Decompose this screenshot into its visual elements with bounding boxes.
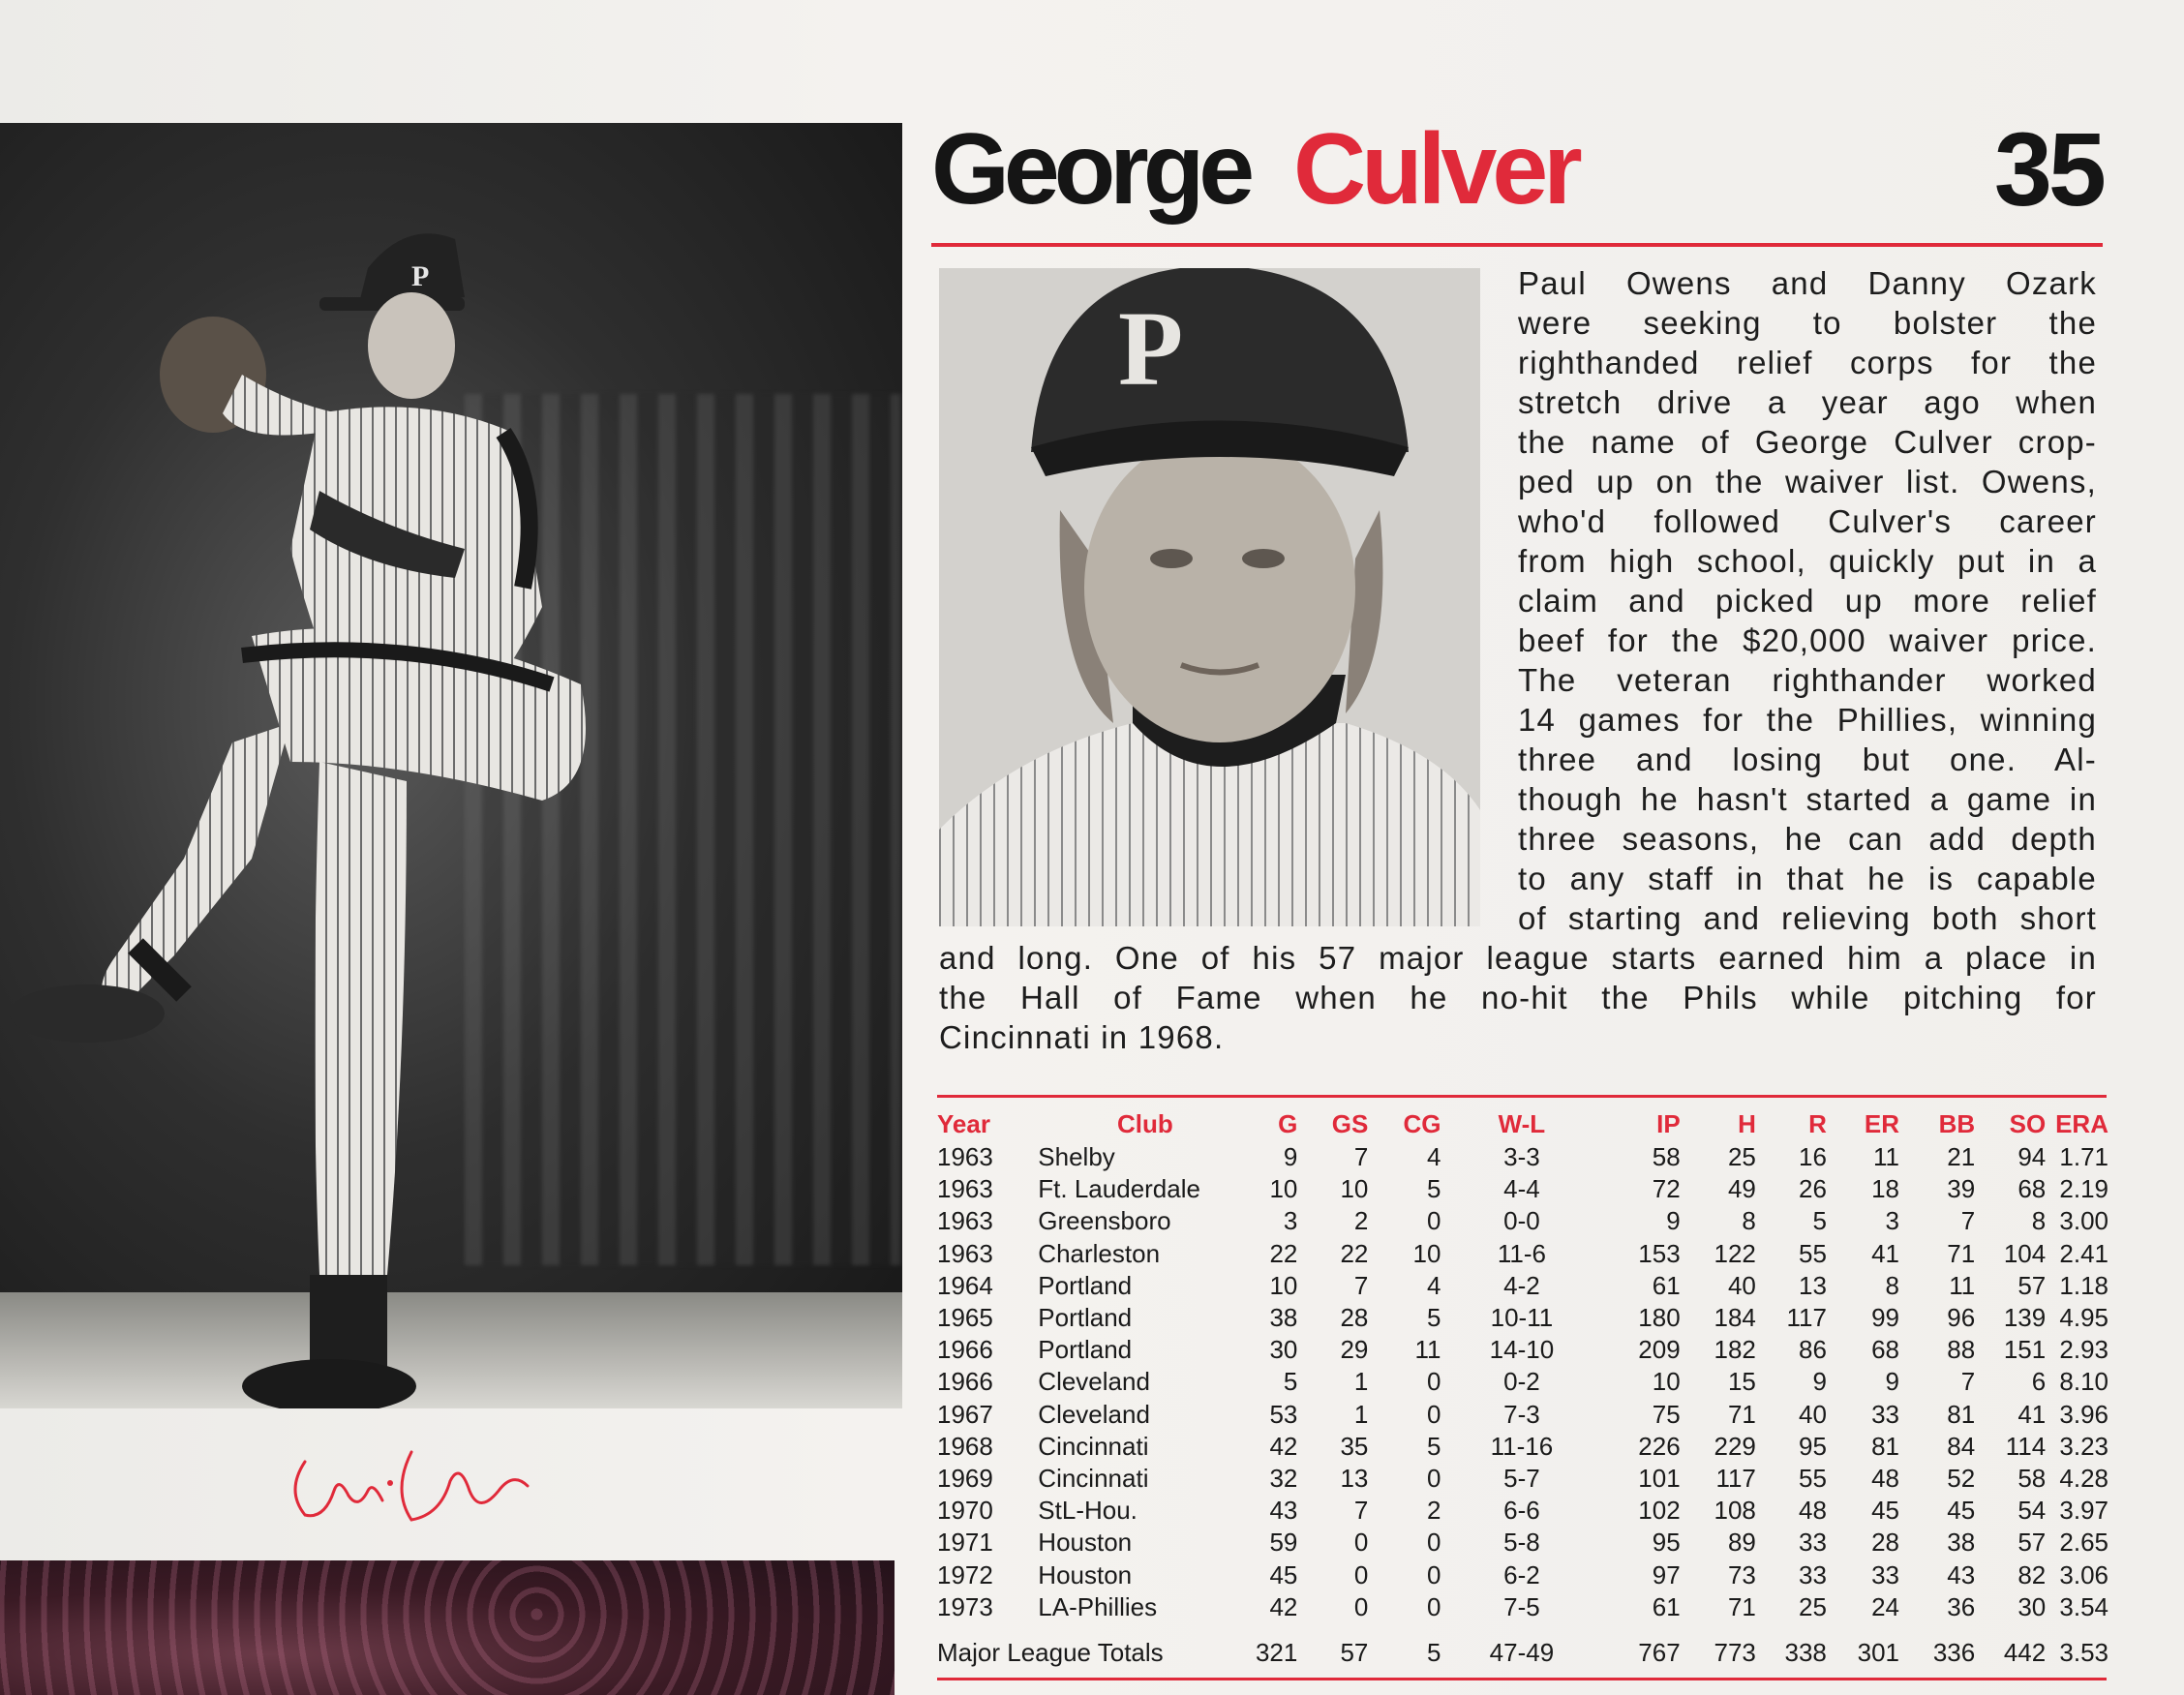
col-header: CG	[1403, 1108, 1441, 1138]
stats-bottom-rule	[937, 1678, 2107, 1680]
stat-cell: 1969	[937, 1463, 993, 1493]
bio-line: the name of George Culver crop-	[1518, 424, 2097, 460]
stat-cell: 7-5	[1503, 1591, 1540, 1621]
stat-cell: 9	[1666, 1206, 1681, 1236]
stat-cell: 108	[1714, 1496, 1756, 1526]
stat-cell: 95	[1652, 1528, 1681, 1558]
stat-cell: 0	[1427, 1206, 1441, 1236]
stat-cell: 33	[1798, 1559, 1827, 1589]
stat-cell: 1972	[937, 1559, 993, 1589]
col-header: Year	[937, 1108, 990, 1138]
stat-cell: 3.00	[2059, 1206, 2108, 1236]
bio-line: were seeking to bolster the	[1518, 305, 2097, 341]
stat-cell: 68	[2017, 1174, 2047, 1204]
pitcher-silhouette	[0, 181, 678, 1408]
stat-cell: 10	[1269, 1270, 1298, 1300]
stat-cell: 2	[1427, 1496, 1441, 1526]
stat-cell: 6-2	[1503, 1559, 1540, 1589]
stat-cell: 1971	[937, 1528, 993, 1558]
stat-cell: 0-2	[1503, 1367, 1540, 1397]
stat-cell: 0	[1427, 1559, 1441, 1589]
stats-top-rule	[937, 1095, 2107, 1098]
stat-cell: 153	[1638, 1238, 1681, 1268]
stat-cell: 7	[1960, 1206, 1976, 1236]
stat-cell: 75	[1652, 1399, 1681, 1429]
table-row	[937, 1141, 2108, 1173]
stat-cell: 14-10	[1489, 1335, 1555, 1365]
stat-cell: 7	[1353, 1142, 1369, 1172]
stat-cell: 10-11	[1490, 1303, 1554, 1333]
stat-cell: 3.06	[2059, 1559, 2108, 1589]
stat-cell: 84	[1947, 1431, 1976, 1461]
table-row	[937, 1238, 2108, 1270]
stat-cell: 4	[1427, 1270, 1441, 1300]
stat-cell: 45	[1871, 1496, 1899, 1526]
stat-cell: 139	[2003, 1303, 2047, 1333]
totals-label: Major League Totals	[937, 1637, 1164, 1667]
stat-cell: 6	[2031, 1367, 2047, 1397]
stat-cell: 24	[1871, 1591, 1899, 1621]
stat-cell: Cincinnati	[1038, 1431, 1149, 1461]
stat-cell: 4.28	[2059, 1463, 2108, 1493]
stat-cell: 104	[2003, 1238, 2047, 1268]
stat-cell: 89	[1727, 1528, 1756, 1558]
col-header: G	[1278, 1108, 1298, 1138]
stat-cell: 48	[1871, 1463, 1899, 1493]
stat-cell: 41	[2017, 1399, 2047, 1429]
col-header: R	[1808, 1108, 1827, 1138]
stat-cell: 3	[1283, 1206, 1298, 1236]
table-row	[937, 1270, 2108, 1302]
stat-cell: 30	[1269, 1335, 1298, 1365]
stat-cell: Cleveland	[1038, 1367, 1150, 1397]
table-row	[937, 1527, 2108, 1559]
stat-cell: 102	[1638, 1496, 1681, 1526]
table-row	[937, 1399, 2108, 1431]
col-header: IP	[1656, 1108, 1681, 1138]
stat-cell: 2.65	[2059, 1528, 2108, 1558]
stat-cell: 1	[1353, 1367, 1369, 1397]
stat-cell: 18	[1871, 1174, 1899, 1204]
stat-cell: 57	[2017, 1528, 2047, 1558]
col-header: BB	[1938, 1108, 1976, 1138]
stat-cell: 68	[1871, 1335, 1899, 1365]
stat-cell: 1970	[937, 1496, 993, 1526]
stat-cell: 25	[1727, 1142, 1756, 1172]
stat-cell: Shelby	[1038, 1142, 1115, 1172]
stat-cell: 117	[1715, 1463, 1756, 1493]
stat-cell: 5	[1427, 1303, 1441, 1333]
stat-cell: 21	[1947, 1142, 1976, 1172]
stat-cell: Charleston	[1038, 1238, 1161, 1268]
bio-line: of starting and relieving both short	[1518, 900, 2097, 936]
stat-cell: 71	[1947, 1238, 1976, 1268]
total-cell: 773	[1714, 1637, 1756, 1667]
stat-cell: 5	[1812, 1206, 1827, 1236]
stat-cell: 29	[1340, 1335, 1369, 1365]
stat-cell: Portland	[1038, 1303, 1133, 1333]
stat-cell: 38	[1269, 1303, 1298, 1333]
total-cell: 321	[1255, 1637, 1298, 1667]
stat-cell: 11-16	[1490, 1431, 1554, 1461]
stat-cell: 25	[1798, 1591, 1827, 1621]
stat-cell: 45	[1947, 1496, 1976, 1526]
stat-cell: 1	[1353, 1399, 1369, 1429]
stat-cell: 209	[1638, 1335, 1681, 1365]
bio-line: three seasons, he can add depth	[1518, 821, 2097, 857]
stat-cell: 99	[1871, 1303, 1899, 1333]
stat-cell: 10	[1340, 1174, 1369, 1204]
bio-line: from high school, quickly put in a	[1518, 543, 2097, 579]
stat-cell: 0	[1427, 1591, 1441, 1621]
bio-line: though he hasn't started a game in	[1518, 781, 2097, 817]
stat-cell: 117	[1786, 1303, 1827, 1333]
bio-line: Cincinnati in 1968.	[939, 1019, 1225, 1055]
col-header: H	[1738, 1108, 1756, 1138]
stat-cell: 53	[1269, 1399, 1298, 1429]
stat-cell: 35	[1340, 1431, 1369, 1461]
col-header: ER	[1864, 1108, 1899, 1138]
stat-cell: 1973	[937, 1591, 993, 1621]
stat-cell: 9	[1812, 1367, 1827, 1397]
stat-cell: 2.41	[2059, 1238, 2108, 1268]
stat-cell: 1963	[937, 1174, 993, 1204]
stat-cell: 151	[2003, 1335, 2047, 1365]
bio-line: who'd followed Culver's career	[1518, 503, 2097, 539]
stat-cell: 1968	[937, 1431, 993, 1461]
stat-cell: 22	[1340, 1238, 1369, 1268]
bio-line: stretch drive a year ago when	[1518, 384, 2097, 420]
col-header: GS	[1331, 1108, 1369, 1138]
total-cell: 5	[1427, 1637, 1441, 1667]
stat-cell: 5-8	[1503, 1528, 1540, 1558]
stat-cell: 41	[1871, 1238, 1899, 1268]
stat-cell: 57	[2017, 1270, 2047, 1300]
stat-cell: 0	[1353, 1528, 1369, 1558]
stat-cell: 3.54	[2059, 1591, 2108, 1621]
stat-cell: 43	[1947, 1559, 1976, 1589]
stat-cell: 40	[1727, 1270, 1756, 1300]
stat-cell: 3	[1885, 1206, 1899, 1236]
stat-cell: 1964	[937, 1270, 993, 1300]
table-row	[937, 1591, 2108, 1623]
stat-cell: 5-7	[1503, 1463, 1540, 1493]
stat-cell: 9	[1885, 1367, 1899, 1397]
table-row	[937, 1463, 2108, 1495]
col-header: W-L	[1498, 1108, 1546, 1138]
stat-cell: 86	[1798, 1335, 1827, 1365]
stat-cell: 49	[1727, 1174, 1756, 1204]
stat-cell: 28	[1871, 1528, 1899, 1558]
player-portrait	[939, 268, 1480, 926]
stat-cell: 101	[1638, 1463, 1681, 1493]
stat-cell: Ft. Lauderdale	[1038, 1174, 1200, 1204]
stat-cell: 82	[2017, 1559, 2047, 1589]
stat-cell: 0	[1353, 1591, 1369, 1621]
stat-cell: 33	[1871, 1559, 1899, 1589]
stat-cell: Cincinnati	[1038, 1463, 1149, 1493]
svg-text:P: P	[1118, 289, 1184, 408]
stat-cell: 4-4	[1503, 1174, 1540, 1204]
stat-cell: 95	[1798, 1431, 1827, 1461]
table-row	[937, 1302, 2108, 1334]
stat-cell: 81	[1871, 1431, 1899, 1461]
stat-cell: 13	[1798, 1270, 1827, 1300]
stat-cell: 1963	[937, 1142, 993, 1172]
stat-cell: 1.18	[2059, 1270, 2108, 1300]
stat-cell: 9	[1283, 1142, 1298, 1172]
stat-cell: 73	[1727, 1559, 1756, 1589]
stat-cell: 8	[2031, 1206, 2047, 1236]
bottom-tinted-photo	[0, 1560, 895, 1695]
stat-cell: Houston	[1038, 1528, 1133, 1558]
stat-cell: 39	[1947, 1174, 1976, 1204]
stat-cell: 114	[2005, 1431, 2047, 1461]
stat-cell: 48	[1798, 1496, 1827, 1526]
stat-cell: 0	[1427, 1463, 1441, 1493]
table-row	[937, 1205, 2108, 1237]
total-cell: 767	[1638, 1637, 1681, 1667]
stat-cell: 5	[1283, 1367, 1298, 1397]
stat-cell: 38	[1947, 1528, 1976, 1558]
stat-cell: 3.96	[2059, 1399, 2108, 1429]
stat-cell: 7	[1353, 1496, 1369, 1526]
table-row	[937, 1559, 2108, 1590]
stat-cell: 4.95	[2059, 1303, 2108, 1333]
stat-cell: 28	[1340, 1303, 1369, 1333]
stat-cell: 55	[1798, 1238, 1827, 1268]
stat-cell: 0-0	[1503, 1206, 1540, 1236]
stat-cell: 1966	[937, 1335, 993, 1365]
total-cell: 442	[2003, 1637, 2047, 1667]
stat-cell: 3.23	[2059, 1431, 2108, 1461]
stat-cell: 11	[1414, 1335, 1441, 1365]
stat-cell: 10	[1412, 1238, 1441, 1268]
bio-line: and long. One of his 57 major league starts earned him a place in	[939, 940, 2097, 976]
stat-cell: 42	[1269, 1431, 1298, 1461]
stat-cell: 26	[1798, 1174, 1827, 1204]
stat-cell: 59	[1269, 1528, 1298, 1558]
stat-cell: 8	[1742, 1206, 1756, 1236]
table-row	[937, 1495, 2108, 1527]
stat-cell: 36	[1947, 1591, 1976, 1621]
uniform-number: 35	[1993, 110, 2103, 227]
stat-cell: StL-Hou.	[1038, 1496, 1138, 1526]
stat-cell: LA-Phillies	[1038, 1591, 1158, 1621]
total-cell: 338	[1784, 1637, 1827, 1667]
stat-cell: 58	[1652, 1142, 1681, 1172]
stat-cell: 4-2	[1503, 1270, 1540, 1300]
stat-cell: 180	[1638, 1303, 1681, 1333]
player-header	[931, 111, 2103, 227]
stat-cell: 42	[1269, 1591, 1298, 1621]
stat-cell: 32	[1269, 1463, 1298, 1493]
stat-cell: 5	[1427, 1174, 1441, 1204]
stat-cell: 61	[1652, 1270, 1681, 1300]
stat-cell: 10	[1652, 1367, 1681, 1397]
stat-cell: 33	[1798, 1528, 1827, 1558]
stat-cell: 71	[1727, 1591, 1756, 1621]
stat-cell: 11	[1949, 1270, 1976, 1300]
stat-cell: 1963	[937, 1206, 993, 1236]
stat-cell: 4	[1427, 1142, 1441, 1172]
player-first-name: George	[931, 113, 1250, 226]
stat-cell: 58	[2017, 1463, 2047, 1493]
stat-cell: 226	[1638, 1431, 1681, 1461]
stat-cell: 94	[2017, 1142, 2047, 1172]
stat-cell: 2.93	[2059, 1335, 2108, 1365]
header-rule	[931, 243, 2103, 247]
stat-cell: Greensboro	[1038, 1206, 1171, 1236]
stat-cell: 10	[1269, 1174, 1298, 1204]
stat-cell: 11	[1873, 1142, 1899, 1172]
stat-cell: 2	[1353, 1206, 1369, 1236]
stat-cell: 16	[1798, 1142, 1827, 1172]
total-cell: 301	[1857, 1637, 1899, 1667]
stat-cell: 30	[2017, 1591, 2047, 1621]
stat-cell: 54	[2017, 1496, 2047, 1526]
stat-cell: 72	[1652, 1174, 1681, 1204]
autograph-signature	[276, 1423, 537, 1529]
stat-cell: 6-6	[1503, 1496, 1540, 1526]
stat-cell: 2.19	[2059, 1174, 2108, 1204]
col-header: Club	[1116, 1108, 1173, 1138]
stat-cell: 71	[1727, 1399, 1756, 1429]
stat-cell: 55	[1798, 1463, 1827, 1493]
bio-line: the Hall of Fame when he no-hit the Phils while pitching for	[939, 980, 2097, 1015]
stat-cell: 1.71	[2059, 1142, 2108, 1172]
stat-cell: 0	[1353, 1559, 1369, 1589]
player-last-name: Culver	[1293, 113, 1578, 226]
stat-cell: 15	[1727, 1367, 1756, 1397]
stat-cell: 81	[1947, 1399, 1976, 1429]
stat-cell: Portland	[1038, 1270, 1133, 1300]
stat-cell: 0	[1427, 1399, 1441, 1429]
stat-cell: 1965	[937, 1303, 993, 1333]
stat-cell: 13	[1340, 1463, 1369, 1493]
stat-cell: 5	[1427, 1431, 1441, 1461]
stat-cell: 7	[1353, 1270, 1369, 1300]
bio-line: claim and picked up more relief	[1518, 583, 2097, 619]
total-cell: 47-49	[1489, 1637, 1555, 1667]
stat-cell: 7-3	[1503, 1399, 1540, 1429]
bio-line: 14 games for the Phillies, winning	[1518, 702, 2097, 738]
stats-header-row	[937, 1106, 2108, 1141]
bio-line: Paul Owens and Danny Ozark	[1518, 265, 2097, 301]
stat-cell: 1966	[937, 1367, 993, 1397]
stat-cell: 182	[1714, 1335, 1756, 1365]
bio-line: The veteran righthander worked	[1518, 662, 2097, 698]
stat-cell: 1967	[937, 1399, 993, 1429]
table-row	[937, 1173, 2108, 1205]
stat-cell: 229	[1714, 1431, 1756, 1461]
total-cell: 57	[1340, 1637, 1369, 1667]
total-cell: 3.53	[2059, 1637, 2108, 1667]
col-header: SO	[2009, 1108, 2047, 1138]
totals-row	[937, 1623, 2108, 1669]
stat-cell: 184	[1714, 1303, 1756, 1333]
stat-cell: 0	[1427, 1367, 1441, 1397]
stat-cell: 3-3	[1503, 1142, 1540, 1172]
bio-line: to any staff in that he is capable	[1518, 861, 2097, 896]
stat-cell: 43	[1269, 1496, 1298, 1526]
bio-line: righthanded relief corps for the	[1518, 345, 2097, 380]
stat-cell: 22	[1269, 1238, 1298, 1268]
stat-cell: 1963	[937, 1238, 993, 1268]
stat-cell: 8	[1885, 1270, 1899, 1300]
pitching-action-photo	[0, 123, 902, 1408]
career-stats-table	[937, 1106, 2108, 1669]
stat-cell: Cleveland	[1038, 1399, 1150, 1429]
stat-cell: 3.97	[2059, 1496, 2108, 1526]
stat-cell: 0	[1427, 1528, 1441, 1558]
col-header: ERA	[2055, 1108, 2108, 1138]
stat-cell: 7	[1960, 1367, 1976, 1397]
stat-cell: 97	[1652, 1559, 1681, 1589]
total-cell: 336	[1932, 1637, 1976, 1667]
table-row	[937, 1334, 2108, 1366]
bio-line: three and losing but one. Al-	[1518, 742, 2097, 777]
stat-cell: 33	[1871, 1399, 1899, 1429]
stat-cell: 40	[1798, 1399, 1827, 1429]
stat-cell: 88	[1947, 1335, 1976, 1365]
bio-line: beef for the $20,000 waiver price.	[1518, 622, 2097, 658]
stat-cell: Portland	[1038, 1335, 1133, 1365]
stat-cell: 45	[1269, 1559, 1298, 1589]
svg-text:P: P	[411, 260, 430, 292]
stat-cell: 61	[1652, 1591, 1681, 1621]
bio-line: ped up on the waiver list. Owens,	[1518, 464, 2097, 499]
stat-cell: 8.10	[2059, 1367, 2108, 1397]
stat-cell: 122	[1714, 1238, 1756, 1268]
stat-cell: 11-6	[1497, 1238, 1546, 1268]
stat-cell: 52	[1947, 1463, 1976, 1493]
stat-cell: Houston	[1038, 1559, 1133, 1589]
stat-cell: 96	[1947, 1303, 1976, 1333]
table-row	[937, 1431, 2108, 1463]
table-row	[937, 1366, 2108, 1398]
